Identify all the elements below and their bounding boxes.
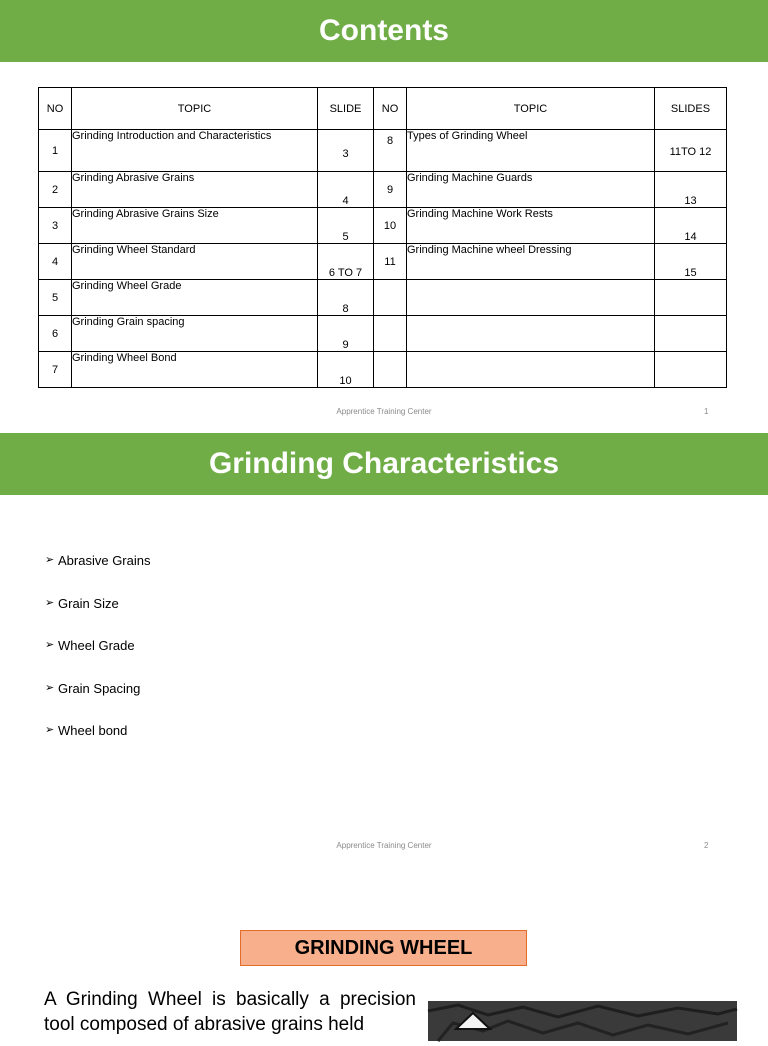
contents-table bbox=[38, 87, 727, 388]
list-item bbox=[45, 638, 150, 681]
header-topic: TOPIC bbox=[72, 88, 318, 130]
slide-contents bbox=[0, 0, 768, 432]
row-no: 6 bbox=[39, 316, 72, 352]
list-item-label: Grain Spacing bbox=[58, 680, 141, 696]
row-no: 1 bbox=[39, 130, 72, 172]
arrow-bullet-icon: ➢ bbox=[45, 681, 55, 694]
slide-title-box bbox=[240, 930, 527, 966]
slide-title: Grinding Characteristics bbox=[208, 447, 560, 480]
header-slides-2: SLIDES bbox=[655, 88, 727, 130]
row-topic: Grinding Wheel Standard bbox=[72, 244, 318, 280]
row-no: 7 bbox=[39, 352, 72, 388]
row-topic: Grinding Abrasive Grains Size bbox=[72, 208, 318, 244]
slide-number: 1 bbox=[704, 407, 709, 416]
slide-characteristics bbox=[0, 433, 768, 865]
row-slide-2: 15 bbox=[655, 244, 727, 280]
list-item bbox=[45, 596, 150, 639]
list-item-label: Grain Size bbox=[58, 595, 119, 611]
slide-grinding-wheel bbox=[0, 866, 768, 1035]
row-no-2: 9 bbox=[374, 172, 407, 208]
arrow-bullet-icon: ➢ bbox=[45, 639, 55, 651]
row-slide-2 bbox=[655, 352, 727, 388]
slide-title: GRINDING WHEEL bbox=[294, 936, 473, 959]
row-no: 4 bbox=[39, 244, 72, 280]
row-topic-2 bbox=[407, 280, 655, 316]
list-item-label: Abrasive Grains bbox=[58, 553, 151, 568]
row-slide: 4 bbox=[318, 172, 374, 208]
arrow-bullet-icon: ➢ bbox=[45, 596, 55, 609]
row-topic-2 bbox=[407, 316, 655, 352]
table-row bbox=[39, 208, 727, 244]
row-topic-2 bbox=[407, 352, 655, 388]
row-no-2 bbox=[374, 280, 407, 316]
row-topic-2: Grinding Machine Guards bbox=[407, 172, 655, 208]
row-slide-2 bbox=[655, 280, 727, 316]
row-topic-2: Grinding Machine wheel Dressing bbox=[407, 244, 655, 280]
slide-number: 2 bbox=[704, 841, 709, 850]
slide-title-banner bbox=[0, 433, 768, 495]
list-item bbox=[45, 553, 150, 596]
body-paragraph: A Grinding Wheel is basically a precision tool composed of abrasive grains held bbox=[44, 989, 416, 1035]
row-topic: Grinding Wheel Grade bbox=[72, 280, 318, 316]
row-topic: Grinding Grain spacing bbox=[72, 316, 318, 352]
list-item-label: Wheel Grade bbox=[58, 638, 135, 653]
table-row bbox=[39, 352, 727, 388]
slide-title: Contents bbox=[319, 14, 449, 47]
list-item bbox=[45, 723, 150, 766]
row-slide-2: 14 bbox=[655, 208, 727, 244]
row-slide-2 bbox=[655, 316, 727, 352]
slide-footer: Apprentice Training Center bbox=[336, 407, 432, 416]
header-no: NO bbox=[39, 88, 72, 130]
row-no: 3 bbox=[39, 208, 72, 244]
row-slide: 10 bbox=[318, 352, 374, 388]
header-slide: SLIDE bbox=[318, 88, 374, 130]
row-topic-2: Types of Grinding Wheel bbox=[407, 130, 655, 172]
row-no: 2 bbox=[39, 172, 72, 208]
table-row bbox=[39, 130, 727, 172]
row-no-2 bbox=[374, 316, 407, 352]
row-slide-2: 11TO 12 bbox=[655, 130, 727, 172]
grinding-wheel-image bbox=[428, 1001, 737, 1041]
wheel-texture-graphic bbox=[428, 1001, 737, 1041]
row-topic: Grinding Wheel Bond bbox=[72, 352, 318, 388]
row-slide: 6 TO 7 bbox=[318, 244, 374, 280]
slide-title-banner bbox=[0, 0, 768, 62]
row-no-2: 11 bbox=[374, 244, 407, 280]
row-slide-2: 13 bbox=[655, 172, 727, 208]
table-header-row bbox=[39, 88, 727, 130]
table-row bbox=[39, 244, 727, 280]
table-row bbox=[39, 280, 727, 316]
slide-footer: Apprentice Training Center bbox=[336, 841, 432, 850]
row-slide: 9 bbox=[318, 316, 374, 352]
header-no-2: NO bbox=[374, 88, 407, 130]
row-no: 5 bbox=[39, 280, 72, 316]
table-row bbox=[39, 316, 727, 352]
arrow-bullet-icon: ➢ bbox=[45, 724, 55, 736]
table-row bbox=[39, 172, 727, 208]
row-topic: Grinding Introduction and Characteristics bbox=[72, 130, 318, 172]
arrow-bullet-icon: ➢ bbox=[45, 554, 55, 566]
header-topic-2: TOPIC bbox=[407, 88, 655, 130]
row-topic-2: Grinding Machine Work Rests bbox=[407, 208, 655, 244]
row-no-2 bbox=[374, 352, 407, 388]
row-slide: 5 bbox=[318, 208, 374, 244]
row-no-2: 10 bbox=[374, 208, 407, 244]
list-item-label: Wheel bond bbox=[58, 723, 128, 738]
row-slide: 8 bbox=[318, 280, 374, 316]
row-topic: Grinding Abrasive Grains bbox=[72, 172, 318, 208]
row-slide: 3 bbox=[318, 130, 374, 172]
row-no-2: 8 bbox=[374, 130, 407, 172]
bullet-list bbox=[45, 553, 150, 766]
list-item bbox=[45, 681, 150, 724]
